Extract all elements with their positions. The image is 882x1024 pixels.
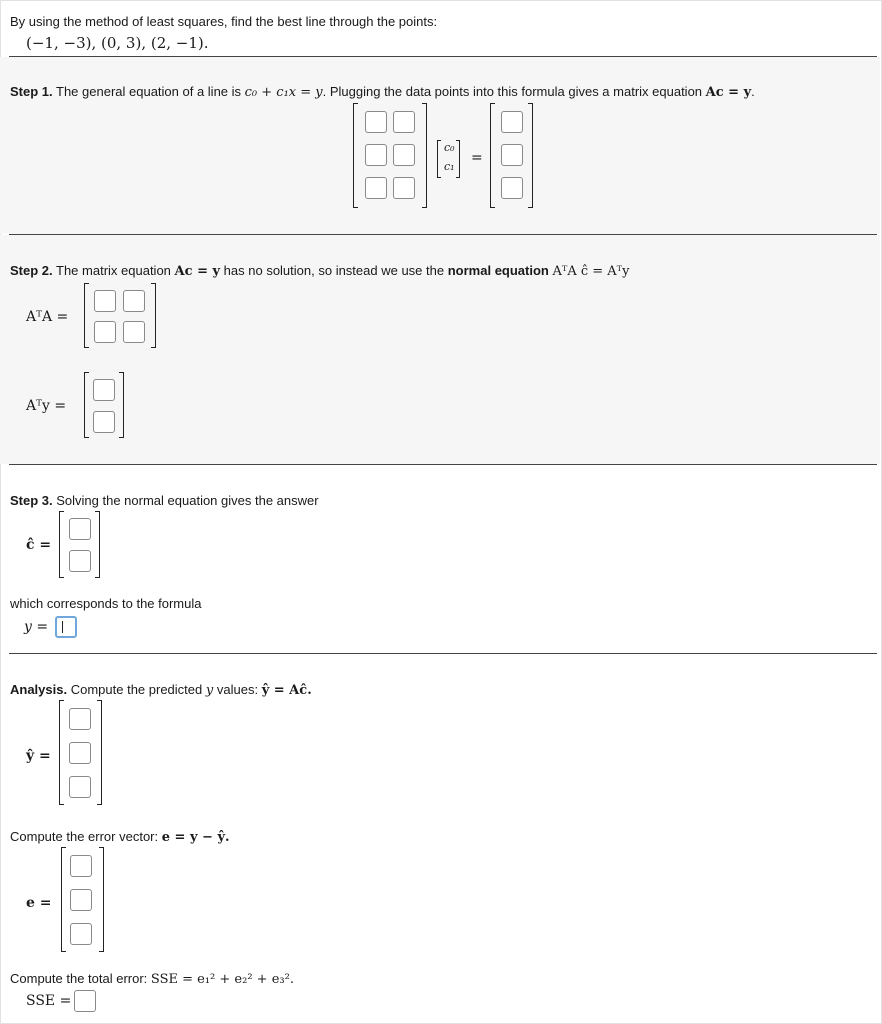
a31-input[interactable] xyxy=(365,177,387,199)
aty-label: Aᵀy = xyxy=(26,398,67,414)
y2-input[interactable] xyxy=(501,144,523,166)
c0-symbol: c₀ xyxy=(444,141,455,154)
sse-text: Compute the total error: SSE = e₁² + e₂² + e₃². xyxy=(10,971,294,987)
y-hat-2-input[interactable] xyxy=(69,742,91,764)
ata12-input[interactable] xyxy=(123,290,145,312)
aty1-input[interactable] xyxy=(93,379,115,401)
analysis-text: Analysis. Compute the predicted y values: ŷ = Aĉ. xyxy=(10,682,312,698)
e1-input[interactable] xyxy=(70,855,92,877)
ata21-input[interactable] xyxy=(94,321,116,343)
bracket-right xyxy=(422,103,427,208)
error-vector-text: Compute the error vector: e = y − ŷ. xyxy=(10,829,230,845)
ata22-input[interactable] xyxy=(123,321,145,343)
y-formula-label: y = xyxy=(24,619,49,635)
step1-line-equation: c₀ + c₁x = y xyxy=(244,85,323,100)
y1-input[interactable] xyxy=(501,111,523,133)
step1-matrix-equation: Ac = y xyxy=(705,85,752,100)
divider xyxy=(9,653,877,654)
step1-heading: Step 1. xyxy=(10,84,53,99)
step1-text: Step 1. The general equation of a line is c₀ + c₁x = y. Plugging the data points into this formula gives a matrix equation Ac = y. xyxy=(10,84,755,100)
y-formula-input[interactable] xyxy=(55,616,77,638)
sse-label: SSE = xyxy=(26,993,72,1009)
divider xyxy=(9,464,877,465)
a32-input[interactable] xyxy=(393,177,415,199)
a11-input[interactable] xyxy=(365,111,387,133)
problem-points: (−1, −3), (0, 3), (2, −1). xyxy=(26,34,209,52)
c1-symbol: c₁ xyxy=(444,160,455,173)
normal-equation-term: normal equation xyxy=(447,263,549,278)
a12-input[interactable] xyxy=(393,111,415,133)
c-hat-label: ĉ = xyxy=(26,537,52,553)
normal-equation: AᵀA ĉ = Aᵀy xyxy=(552,264,630,279)
bracket-left xyxy=(353,103,358,208)
y3-input[interactable] xyxy=(501,177,523,199)
analysis-heading: Analysis. xyxy=(10,682,68,697)
step2-text: Step 2. The matrix equation Ac = y has no solution, so instead we use the normal equation AᵀA ĉ = Aᵀy xyxy=(10,263,630,279)
e3-input[interactable] xyxy=(70,923,92,945)
aty2-input[interactable] xyxy=(93,411,115,433)
y-hat-3-input[interactable] xyxy=(69,776,91,798)
y-hat-label: ŷ = xyxy=(26,748,51,764)
equals-sign: = xyxy=(471,150,483,166)
a21-input[interactable] xyxy=(365,144,387,166)
y-hat-1-input[interactable] xyxy=(69,708,91,730)
text-cursor xyxy=(62,621,63,633)
c-hat-2-input[interactable] xyxy=(69,550,91,572)
step2-heading: Step 2. xyxy=(10,263,53,278)
step3-heading: Step 3. xyxy=(10,493,53,508)
problem-prompt: By using the method of least squares, find the best line through the points: xyxy=(10,14,438,29)
step3-text: Step 3. Solving the normal equation gives the answer xyxy=(10,493,319,508)
ata-label: AᵀA = xyxy=(26,309,69,325)
e-label: e = xyxy=(26,895,52,911)
e2-input[interactable] xyxy=(70,889,92,911)
formula-text: which corresponds to the formula xyxy=(10,596,202,611)
sse-input[interactable] xyxy=(74,990,96,1012)
a22-input[interactable] xyxy=(393,144,415,166)
ata11-input[interactable] xyxy=(94,290,116,312)
c-hat-1-input[interactable] xyxy=(69,518,91,540)
